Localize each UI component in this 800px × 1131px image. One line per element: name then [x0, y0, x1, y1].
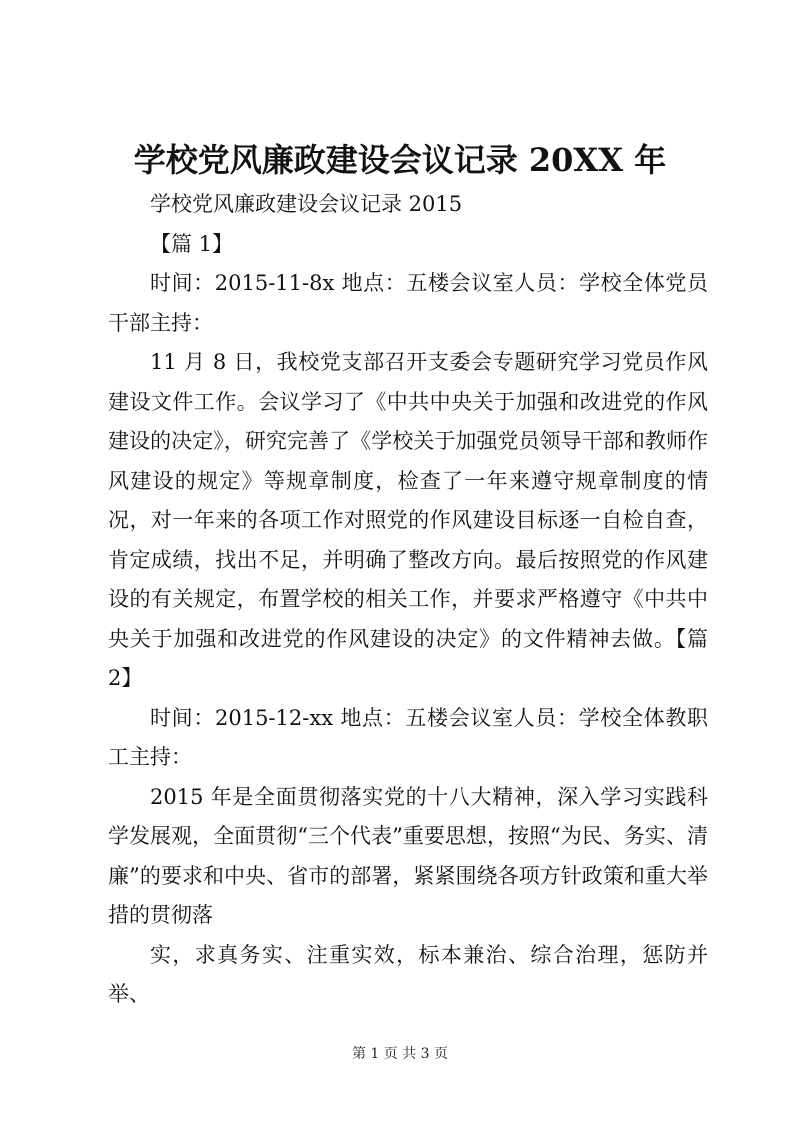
document-body	[108, 185, 708, 1015]
meeting-content-1: 11 月 8 日，我校党支部召开支委会专题研究学习党员作风建设文件工作。会议学习了《中共中央关于加强和改进党的作风建设的决定》，研究完善了《学校关于加强党员领导干部和教师作风建设的规定》等规章制度，检查了一年来遵守规章制度的情况，对一年来的各项工作对照党的作风建设目标逐一自检自查，肯定成绩，找出不足，并明确了整改方向。最后按照党的作风建设的有关规定，布置学校的相关工作，并要求严格遵守《中共中央关于加强和改进党的作风建设的决定》的文件精神去做。【篇 2】	[108, 350, 708, 690]
subtitle-paragraph: 学校党风廉政建设会议记录 2015	[150, 192, 463, 216]
section-label-1: 【篇 1】	[150, 231, 234, 256]
page-footer: 第 1 页 共 3 页	[351, 1046, 449, 1062]
meeting-content-2: 2015 年是全面贯彻落实党的十八大精神，深入学习实践科学发展观，全面贯彻“三个代表”重要思想，按照“为民、务实、清廉”的要求和中央、省市的部署，紧紧围绕各项方针政策和重大举措的贯彻落	[108, 784, 708, 927]
document-title: 学校党风廉政建设会议记录 20XX 年	[133, 141, 667, 179]
meeting-info-2: 时间：2015-12-xx 地点：五楼会议室人员：学校全体教职工主持：	[108, 705, 708, 769]
meeting-content-2-continued: 实，求真务实、注重实效，标本兼治、综合治理，惩防并举、	[108, 942, 708, 1006]
meeting-info-1: 时间：2015-11-8x 地点：五楼会议室人员：学校全体党员干部主持：	[108, 271, 708, 335]
